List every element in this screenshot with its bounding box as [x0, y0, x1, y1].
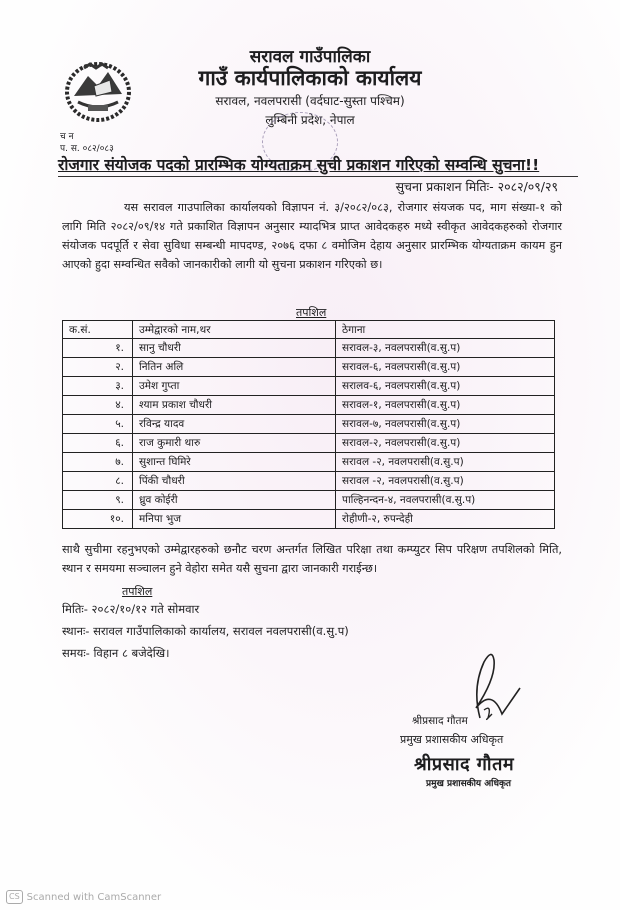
name-cell: रविन्द्र यादव [133, 415, 336, 434]
table-row [63, 453, 555, 472]
table-row [63, 472, 555, 491]
address-cell: सरावल-७, नवलपरासी(व.सु.प) [336, 415, 555, 434]
address-cell: सरावल-२, नवलपरासी(व.सु.प) [336, 434, 555, 453]
letter-number: प. स. ०८२/०८३ [60, 144, 114, 154]
table-row [63, 358, 555, 377]
serial-cell: ३. [63, 377, 133, 396]
name-cell: सुशान्त घिमिरे [133, 453, 336, 472]
table-row [63, 396, 555, 415]
table-row [63, 434, 555, 453]
exam-place: स्थानः- सरावल गाउँपालिकाको कार्यालय, सरावल नवलपरासी(व.सु.प) [62, 624, 349, 638]
publish-date: सुचना प्रकाशन मितिः- २०८२/०९/२९ [395, 179, 558, 194]
column-name: उम्मेद्वारको नाम,थर [133, 321, 336, 339]
table-row [63, 491, 555, 510]
exam-date: मितिः- २०८२/१०/१२ गते सोमवार [62, 602, 200, 616]
table-row [63, 377, 555, 396]
camscanner-logo-icon: CS [6, 890, 23, 904]
serial-cell: ९. [63, 491, 133, 510]
column-serial: क.सं. [63, 321, 133, 339]
serial-cell: ६. [63, 434, 133, 453]
signatory-name: श्रीप्रसाद गौतम [412, 715, 468, 727]
municipality-name: सरावल गाउँपालिका [249, 47, 371, 67]
table-header-row [63, 321, 555, 339]
seal-role: प्रमुख प्रशासकीय अधिकृत [426, 779, 512, 789]
province-country: लुम्बिनी प्रदेश, नेपाल [265, 113, 355, 127]
serial-cell: १०. [63, 510, 133, 529]
name-cell: मनिपा भुज [133, 510, 336, 529]
office-name: गाउँ कार्यपालिकाको कार्यालय [198, 66, 422, 90]
watermark-text: Scanned with CamScanner [26, 891, 162, 903]
name-cell: राज कुमारी थारु [133, 434, 336, 453]
dispatch-number: च न [60, 132, 74, 142]
name-cell: सानु चौधरी [133, 339, 336, 358]
scanner-watermark [6, 890, 161, 904]
name-cell: पिंकी चौधरी [133, 472, 336, 491]
serial-cell: ५. [63, 415, 133, 434]
name-cell: ध्रुव कोईरी [133, 491, 336, 510]
address-cell: सरालव-६, नवलपरासी(व.सु.प) [336, 377, 555, 396]
seal-name: श्रीप्रसाद गौतम [414, 754, 515, 775]
address-cell: सरावल -२, नवलपरासी(व.सु.प) [336, 472, 555, 491]
table-row [63, 415, 555, 434]
exam-time: समयः- विहान ८ बजेदेखि। [62, 646, 170, 660]
address-cell: सरावल -२, नवलपरासी(व.सु.प) [336, 453, 555, 472]
address-cell: सरावल-१, नवलपरासी(व.सु.प) [336, 396, 555, 415]
address-cell: सरावल-३, नवलपरासी(व.सु.प) [336, 339, 555, 358]
exam-notice-paragraph: साथै सुचीमा रहनुभएको उम्मेद्वारहरुको छनौट चरण अन्तर्गत लिखित परिक्षा तथा कम्प्युटर सिप परिक्षण तपशिलको मिति, स्थान र समयमा सञ्चालन हुने वेहोरा समेत यसै सुचना द्वारा जानकारी गराईन्छ। [62, 543, 562, 575]
serial-cell: ८. [63, 472, 133, 491]
table-row [63, 510, 555, 529]
serial-cell: ७. [63, 453, 133, 472]
name-cell: श्याम प्रकाश चौधरी [133, 396, 336, 415]
name-cell: उमेश गुप्ता [133, 377, 336, 396]
schedule-heading: तपशिल [122, 585, 153, 598]
signatory-role: प्रमुख प्रशासकीय अधिकृत [400, 733, 504, 746]
table-row [63, 339, 555, 358]
serial-cell: १. [63, 339, 133, 358]
notice-title: रोजगार संयोजक पदको प्रारम्भिक योग्यताक्रम सुची प्रकाशन गरिएको सम्वन्धि सुचना!! [58, 153, 578, 177]
address-cell: पाल्हिनन्दन-४, नवलपरासी(व.सु.प) [336, 491, 555, 510]
name-cell: नितिन अलि [133, 358, 336, 377]
serial-cell: २. [63, 358, 133, 377]
intro-paragraph: यस सरावल गाउपालिका कार्यालयको विज्ञापन नं. ३/२०८२/०८३, रोजगार संयजक पद, माग संख्या-१ को लागि मिति २०८२/०९/१४ गते प्रकाशित विज्ञापन अनुसार म्यादभित्र प्राप्त आवेदकहरु मध्ये स्वीकृत आवेदकहरुको रोजगार संयोजक पदपूर्ति र सेवा सुविधा सम्बन्धी मापदण्ड, २०७६ दफा ८ वमोजिम देहाय अनुसार प्रारम्भिक योग्यताक्रम कायम हुन आएको हुदा सम्वन्धित सवैको जानकारीको लागी यो सुचना प्रकाशन गरिएको छ। [62, 201, 562, 271]
address-cell: सरावल-६, नवलपरासी(व.सु.प) [336, 358, 555, 377]
table-heading: तपशिल [296, 306, 327, 319]
candidate-table [62, 320, 555, 529]
serial-cell: ४. [63, 396, 133, 415]
address-cell: रोहीणी-२, रुपन्देही [336, 510, 555, 529]
column-address: ठेगाना [336, 321, 555, 339]
signature-icon [462, 648, 532, 726]
office-address: सरावल, नवलपरासी (वर्दघाट-सुस्ता पश्चिम) [215, 94, 405, 108]
